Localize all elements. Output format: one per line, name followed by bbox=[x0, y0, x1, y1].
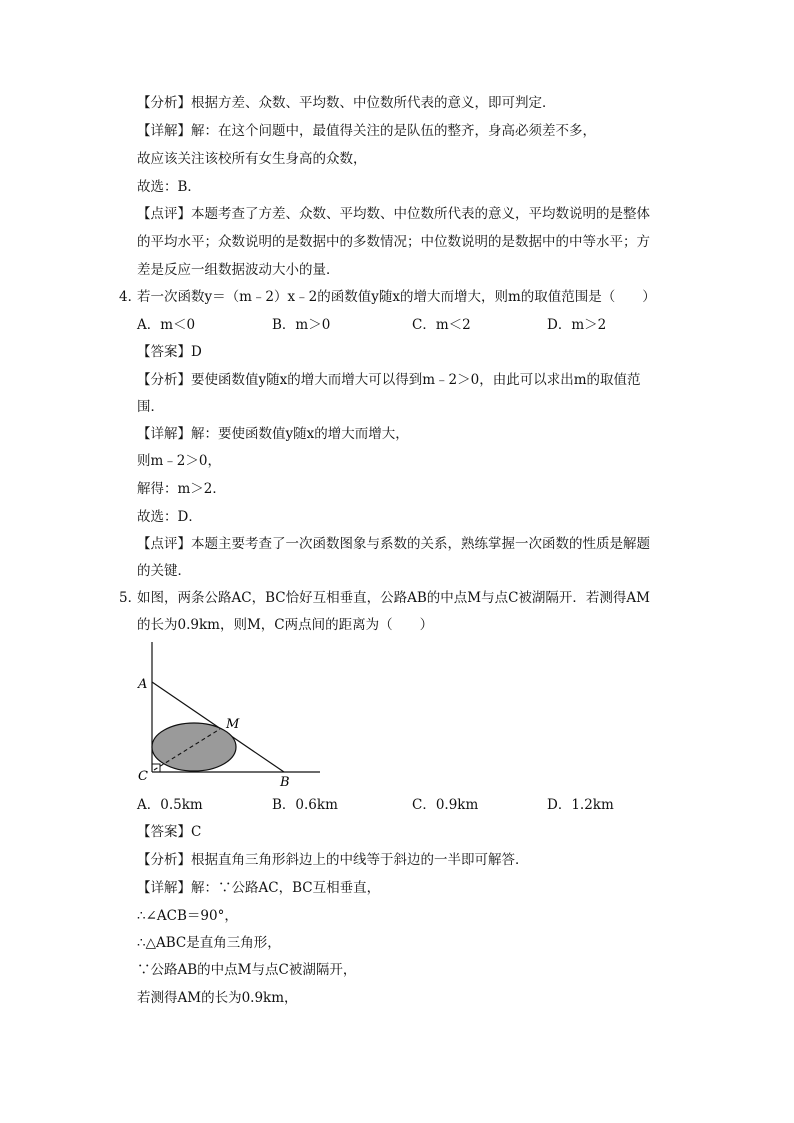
detail-line: 【详解】解：∵公路AC，BC互相垂直， bbox=[137, 880, 381, 896]
analysis-line: 围． bbox=[137, 399, 164, 415]
lake-ellipse bbox=[152, 723, 236, 771]
detail-line: 解得：m＞2． bbox=[137, 481, 226, 497]
answer-line: 【答案】C bbox=[137, 824, 202, 840]
review-line: 【点评】本题考查了方差、众数、平均数、中位数所代表的意义，平均数说明的是整体 bbox=[137, 206, 650, 222]
detail-line: 若测得AM的长为0.9km， bbox=[137, 990, 298, 1006]
question-number: 4． bbox=[119, 289, 142, 305]
option-b: B．m＞0 bbox=[272, 317, 331, 333]
question-stem: 的长为0.9km，则M，C两点间的距离为（ ） bbox=[137, 617, 434, 633]
detail-line: 故应该关注该校所有女生身高的众数， bbox=[137, 151, 367, 167]
right-angle-mark bbox=[152, 764, 160, 772]
detail-line: 【详解】解：在这个问题中，最值得关注的是队伍的整齐，身高必须差不多， bbox=[137, 123, 596, 139]
geometry-figure bbox=[136, 640, 326, 790]
detail-line: 【详解】解：要使函数值y随x的增大而增大， bbox=[137, 426, 409, 442]
option-c: C．0.9km bbox=[412, 797, 479, 813]
option-d: D．1.2km bbox=[547, 797, 614, 813]
label-m: M bbox=[226, 717, 240, 732]
option-d: D．m＞2 bbox=[547, 317, 607, 333]
label-a: A bbox=[138, 677, 148, 692]
option-c: C．m＜2 bbox=[412, 317, 471, 333]
question-stem: 如图，两条公路AC，BC恰好互相垂直，公路AB的中点M与点C被湖隔开．若测得AM bbox=[137, 590, 650, 606]
question-stem: 若一次函数y＝（m﹣2）x﹣2的函数值y随x的增大而增大，则m的取值范围是（ ） bbox=[137, 289, 656, 305]
question-number: 5． bbox=[119, 590, 142, 606]
detail-line: 则m﹣2＞0， bbox=[137, 453, 221, 469]
review-line: 的平均水平；众数说明的是数据中的多数情况；中位数说明的是数据中的中等水平；方 bbox=[137, 234, 650, 250]
analysis-line: 【分析】根据直角三角形斜边上的中线等于斜边的一半即可解答． bbox=[137, 852, 529, 868]
review-line: 【点评】本题主要考查了一次函数图象与系数的关系，熟练掌握一次函数的性质是解题 bbox=[137, 536, 650, 552]
analysis-line: 【分析】根据方差、众数、平均数、中位数所代表的意义，即可判定． bbox=[137, 95, 556, 111]
detail-line: ∵公路AB的中点M与点C被湖隔开， bbox=[137, 962, 357, 978]
review-line: 差是反应一组数据波动大小的量． bbox=[137, 262, 340, 278]
label-c: C bbox=[138, 769, 148, 784]
detail-line: 故选：B． bbox=[137, 179, 201, 195]
analysis-line: 【分析】要使函数值y随x的增大而增大可以得到m﹣2＞0，由此可以求出m的取值范 bbox=[137, 372, 641, 388]
detail-line: 故选：D． bbox=[137, 509, 202, 525]
answer-line: 【答案】D bbox=[137, 344, 202, 360]
option-b: B．0.6km bbox=[272, 797, 338, 813]
review-line: 的关键． bbox=[137, 563, 191, 579]
detail-line: ∴∠ACB＝90°， bbox=[137, 908, 238, 924]
option-a: A．0.5km bbox=[137, 797, 203, 813]
label-b: B bbox=[280, 775, 290, 790]
option-a: A．m＜0 bbox=[137, 317, 196, 333]
detail-line: ∴△ABC是直角三角形， bbox=[137, 935, 281, 951]
